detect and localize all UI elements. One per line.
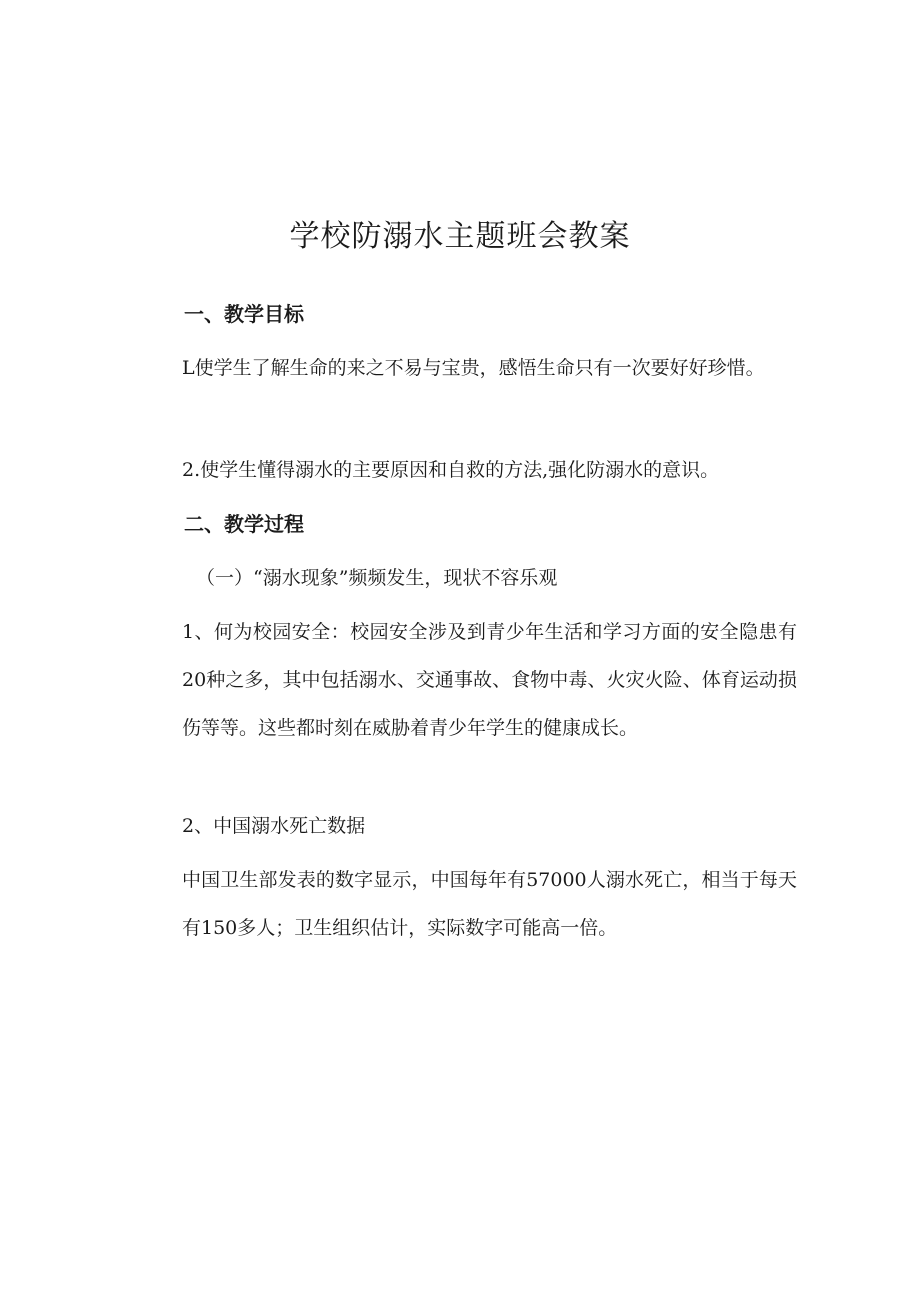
objective-text-1: L使学生了解生命的来之不易与宝贵，感悟生命只有一次要好好珍惜。 (182, 357, 765, 379)
process-item-2-label: 2、中国溺水死亡数据 (182, 815, 366, 837)
section-heading-objectives: 一、教学目标 (184, 302, 304, 326)
objective-paragraph-1 (137, 344, 797, 392)
process-text-1: 1、何为校园安全：校园安全涉及到青少年生活和学习方面的安全隐患有20种之多，其中包括溺水、交通事故、食物中毒、火灾火险、体育运动损伤等等。这些都时刻在威胁着青少年学生的健康成长。 (182, 621, 797, 739)
objective-text-2: 2.使学生懂得溺水的主要原因和自救的方法,强化防溺水的意识。 (182, 459, 720, 481)
process-text-3: 中国卫生部发表的数字显示，中国每年有57000人溺水死亡，相当于每天有150多人；卫生组织估计，实际数字可能高一倍。 (182, 869, 797, 939)
section-heading-process: 二、教学过程 (184, 512, 304, 536)
process-subheading: （一）“溺水现象”频频发生，现状不容乐观 (196, 567, 558, 589)
document-title: 学校防溺水主题班会教案 (289, 219, 631, 254)
process-paragraph-1 (137, 608, 797, 752)
process-paragraph-3 (137, 856, 797, 952)
objective-paragraph-2 (137, 446, 797, 494)
